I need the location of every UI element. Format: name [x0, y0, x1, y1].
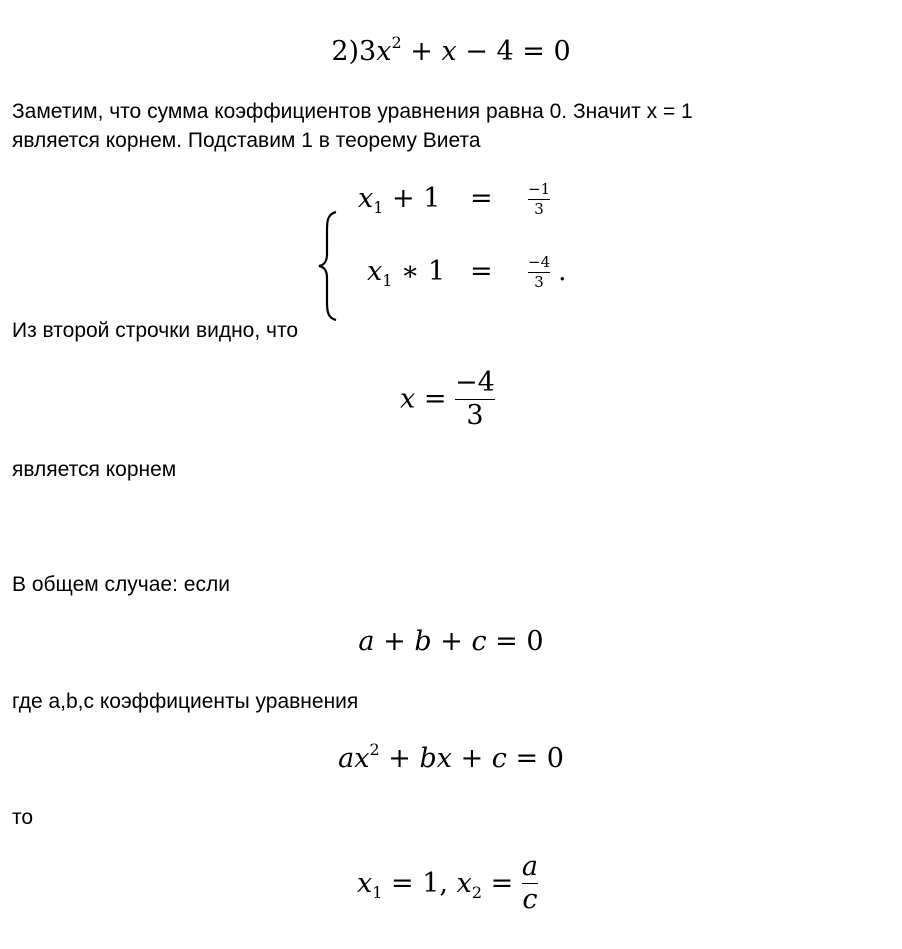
general-case-text: В общем случае: если [12, 573, 230, 596]
system-row-2-eq: = [470, 256, 493, 287]
then-text: то [12, 806, 34, 829]
system-row-2-lhs: $x_1$ ∗ 1 [367, 256, 446, 290]
problem-equation: $2)3x^2 + x - 4 = 0$ [331, 33, 571, 67]
left-brace [316, 210, 340, 322]
system-row-1-fraction: −1 3 [528, 180, 551, 218]
from-second-row-text: Из второй строчки видно, что [12, 319, 299, 342]
answer-equation: $x_1 = 1$, $x_2$ = $\frac{a}{c}$ [357, 851, 538, 915]
system-row-1-lhs: $x_1 + 1$ [358, 183, 441, 217]
root-fraction: $\frac{-4}{3}$ [455, 367, 495, 431]
general-quadratic-equation: $ax^2$ + bx + c = 0 [338, 740, 564, 774]
system-row-1-eq: = [470, 183, 493, 214]
observation-line-1: Заметим, что сумма коэффициентов уравнения равна 0. Значит x = 1 [12, 100, 693, 123]
observation-line-2: является корнем. Подставим 1 в теорему Виета [12, 129, 481, 152]
is-root-text: является корнем [12, 458, 177, 481]
system-row-2-period: . [558, 256, 567, 287]
where-coefficients-text: где a,b,c коэффициенты уравнения [12, 690, 359, 713]
system-row-2-fraction: −4 3 [528, 253, 551, 291]
sum-condition-equation: a + b + c = 0 [358, 626, 544, 657]
root-equation: x = $\frac{-4}{3}$ [400, 367, 495, 431]
answer-fraction: $\frac{a}{c}$ [521, 851, 538, 915]
